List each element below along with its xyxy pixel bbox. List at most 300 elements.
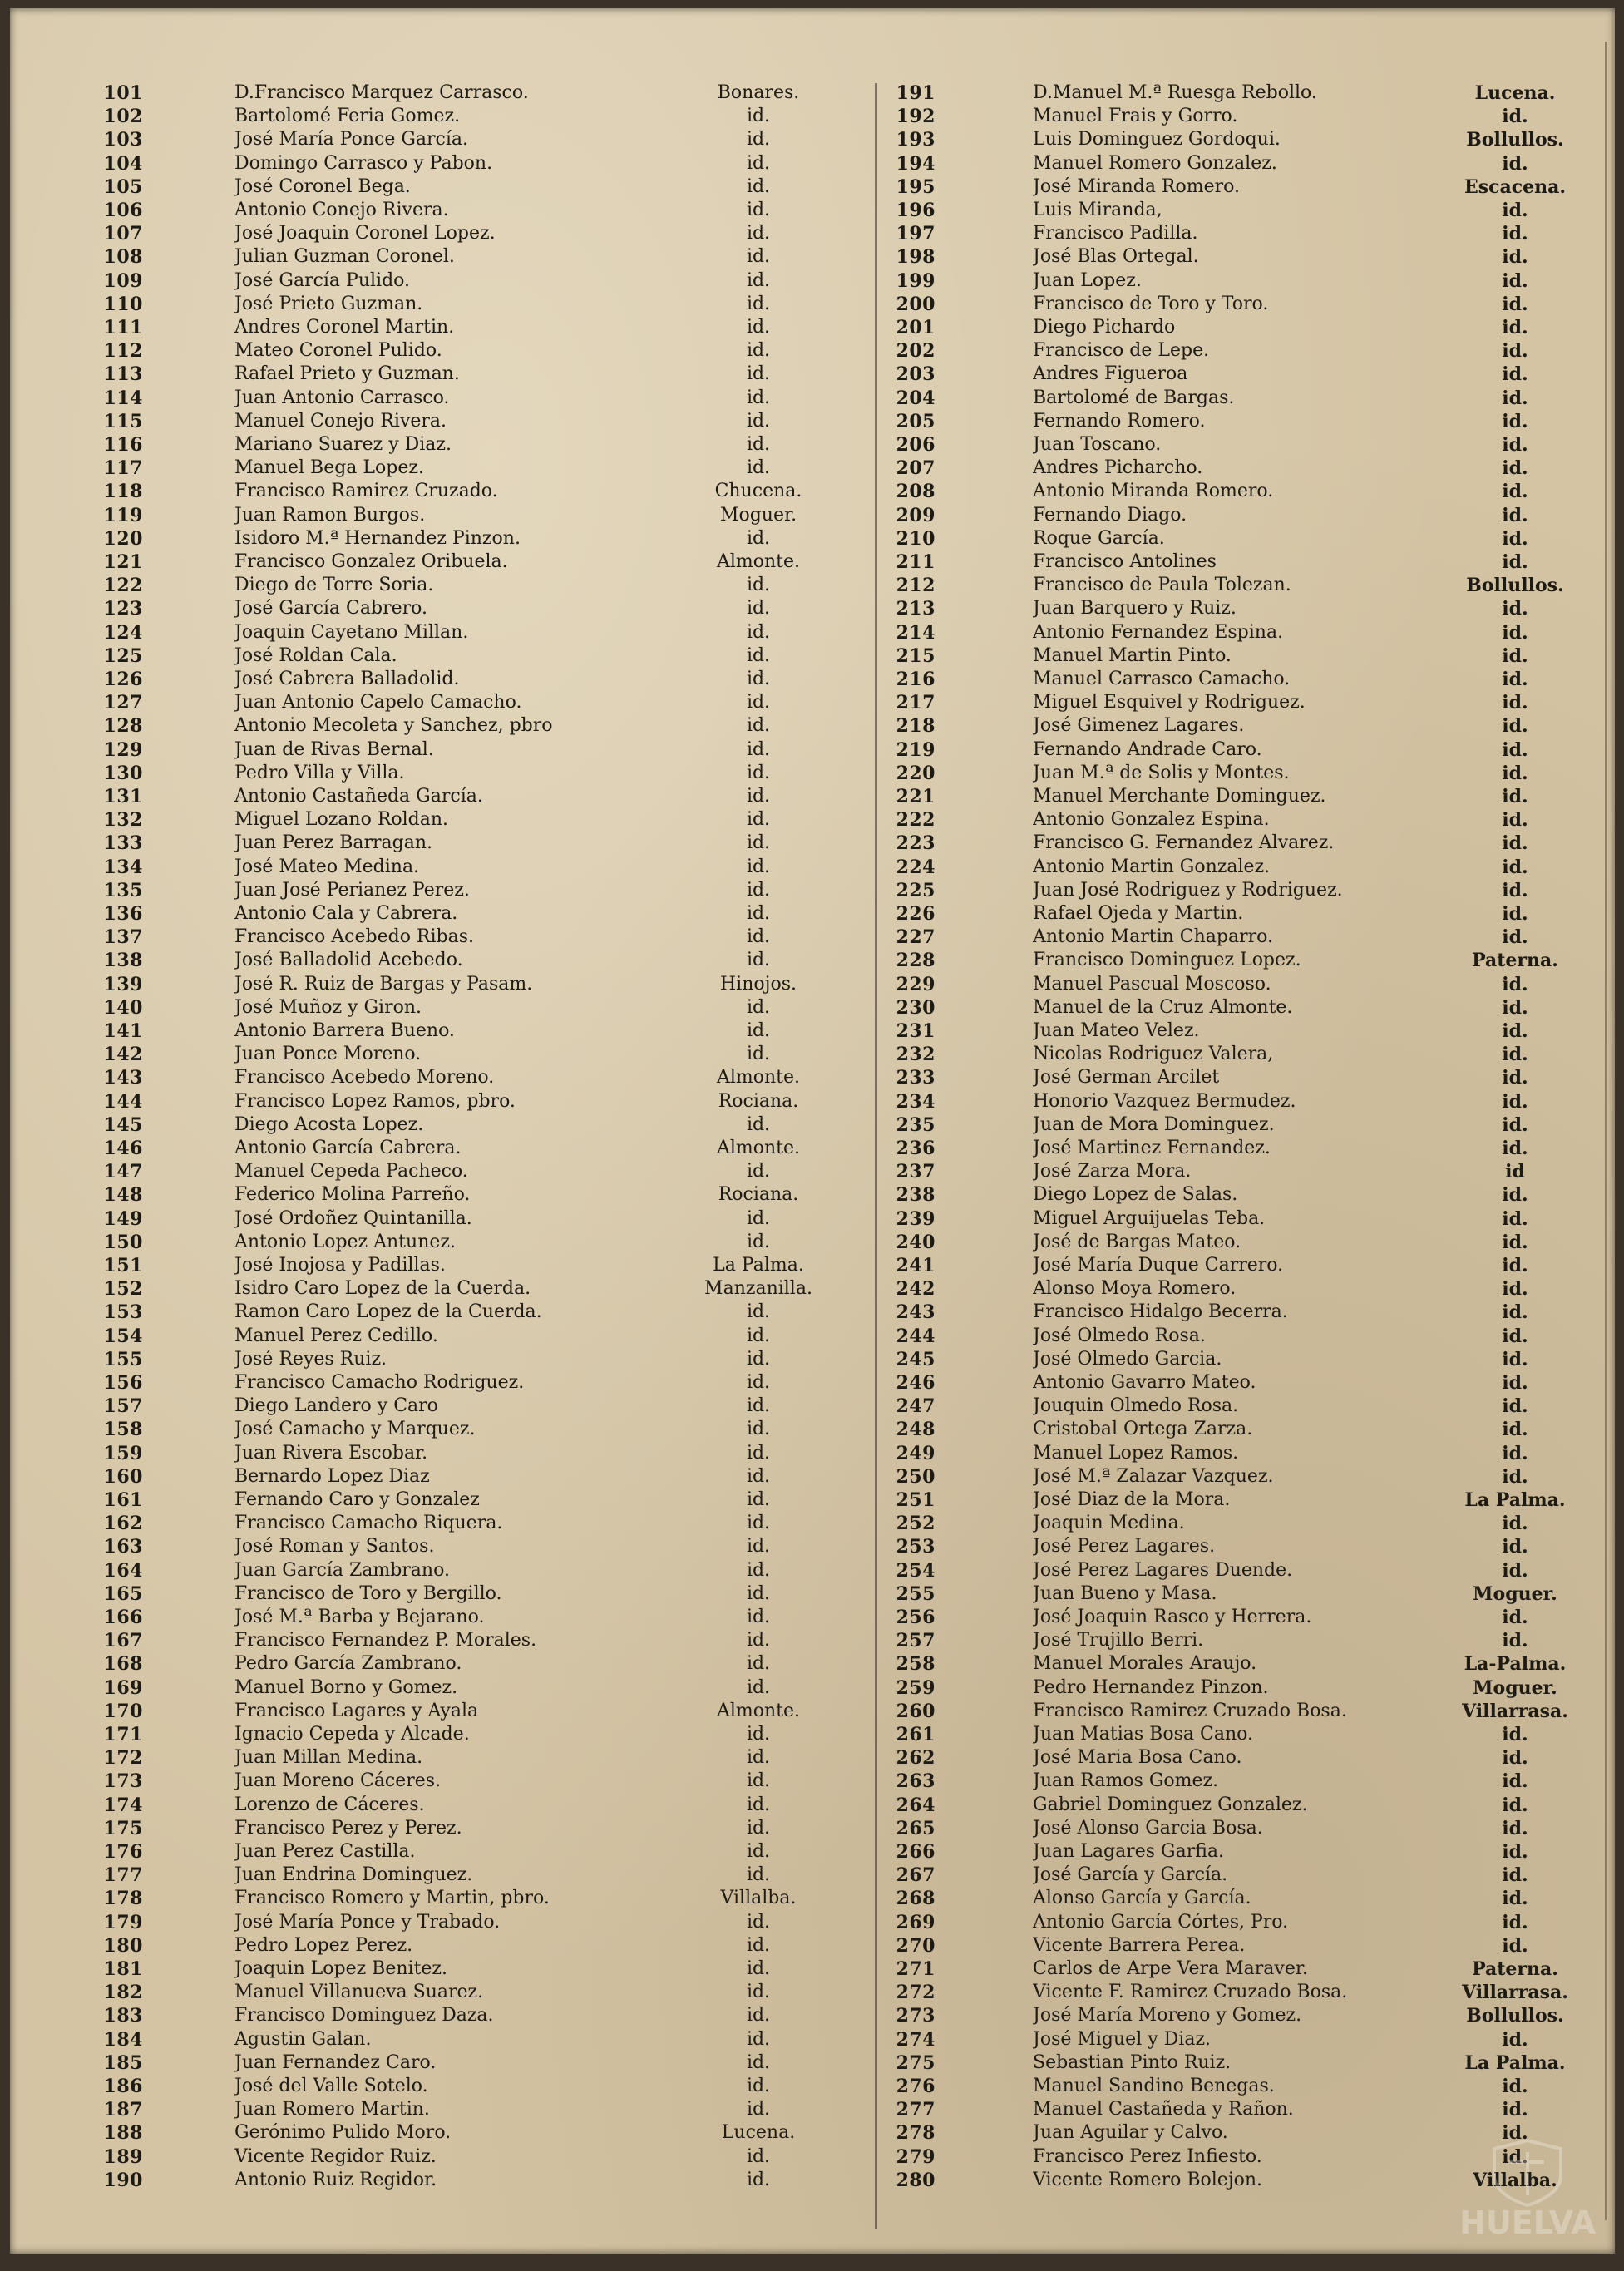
entry-number: 231 bbox=[896, 1020, 935, 1042]
entry-number: 137 bbox=[103, 926, 143, 949]
table-row bbox=[875, 1559, 1615, 1582]
person-name: Francisco Acebedo Ribas. bbox=[234, 926, 475, 948]
table-row bbox=[875, 879, 1615, 902]
entry-number: 212 bbox=[896, 575, 935, 597]
table-row bbox=[10, 902, 866, 926]
entry-number: 124 bbox=[103, 621, 143, 644]
person-name: Juan Antonio Capelo Camacho. bbox=[234, 692, 522, 713]
person-name: Francisco Acebedo Moreno. bbox=[234, 1067, 495, 1089]
person-name: Antonio Castañeda García. bbox=[234, 786, 483, 807]
table-row bbox=[10, 128, 866, 151]
entry-number: 208 bbox=[896, 481, 935, 503]
town-name: id. bbox=[746, 1559, 771, 1581]
table-row bbox=[875, 1231, 1615, 1254]
table-row bbox=[10, 621, 866, 644]
town-name: id. bbox=[1502, 832, 1528, 855]
entry-number: 105 bbox=[103, 175, 143, 198]
entry-number: 144 bbox=[103, 1090, 143, 1113]
town-name: id. bbox=[1502, 2028, 1528, 2051]
person-name: José María Ponce García. bbox=[234, 129, 469, 151]
table-row bbox=[875, 1418, 1615, 1441]
table-row bbox=[10, 2028, 866, 2051]
table-row bbox=[10, 339, 866, 363]
entry-number: 211 bbox=[896, 551, 935, 573]
table-row bbox=[10, 668, 866, 691]
table-row bbox=[875, 1137, 1615, 1160]
entry-number: 170 bbox=[103, 1700, 143, 1722]
person-name: Juan M.ª de Solis y Montes. bbox=[1033, 762, 1290, 783]
person-name: Antonio Lopez Antunez. bbox=[234, 1231, 456, 1252]
town-name: La Palma. bbox=[1464, 1489, 1566, 1511]
town-name: id. bbox=[746, 223, 771, 244]
person-name: José Gimenez Lagares. bbox=[1033, 715, 1245, 737]
town-name: id. bbox=[1502, 551, 1528, 573]
town-name: id. bbox=[746, 1044, 771, 1065]
town-name: id. bbox=[746, 598, 771, 620]
town-name: id. bbox=[746, 809, 771, 831]
table-row bbox=[10, 1512, 866, 1535]
person-name: Sebastian Pinto Ruiz. bbox=[1033, 2051, 1232, 2073]
person-name: Manuel Bega Lopez. bbox=[234, 457, 424, 479]
person-name: Antonio Ruiz Regidor. bbox=[234, 2169, 437, 2190]
table-row bbox=[875, 1746, 1615, 1770]
table-row bbox=[10, 973, 866, 996]
entry-number: 228 bbox=[896, 950, 935, 972]
entry-number: 247 bbox=[896, 1395, 935, 1418]
entry-number: 148 bbox=[103, 1184, 143, 1207]
table-row bbox=[875, 1817, 1615, 1840]
town-name: id. bbox=[746, 2028, 771, 2050]
town-name: id. bbox=[1502, 293, 1528, 315]
entry-number: 122 bbox=[103, 575, 143, 597]
person-name: José María Moreno y Gomez. bbox=[1033, 2005, 1302, 2027]
town-name: id. bbox=[746, 1207, 771, 1229]
person-name: Alonso Moya Romero. bbox=[1033, 1278, 1237, 1300]
person-name: Juan Mateo Velez. bbox=[1033, 1020, 1200, 1041]
table-row bbox=[875, 808, 1615, 832]
person-name: Bartolomé de Bargas. bbox=[1033, 387, 1235, 408]
town-name: id. bbox=[746, 2051, 771, 2073]
entry-number: 104 bbox=[103, 152, 143, 175]
table-row bbox=[10, 762, 866, 785]
town-name: id. bbox=[1502, 762, 1528, 784]
person-name: José Blas Ortegal. bbox=[1033, 246, 1199, 268]
town-name: Chucena. bbox=[714, 481, 802, 502]
person-name: José Joaquin Coronel Lopez. bbox=[234, 223, 496, 244]
table-row bbox=[875, 1254, 1615, 1277]
person-name: Juan Romero Martin. bbox=[234, 2099, 430, 2120]
person-name: Julian Guzman Coronel. bbox=[234, 246, 455, 268]
person-name: Francisco Perez y Perez. bbox=[234, 1817, 462, 1839]
person-name: Francisco Antolines bbox=[1033, 551, 1217, 572]
entry-number: 176 bbox=[103, 1841, 143, 1863]
table-row bbox=[10, 245, 866, 269]
person-name: Pedro García Zambrano. bbox=[234, 1653, 462, 1675]
town-name: Almonte. bbox=[716, 1700, 801, 1721]
table-row bbox=[875, 1911, 1615, 1934]
town-name: id. bbox=[746, 1536, 771, 1558]
table-row bbox=[10, 1981, 866, 2004]
entry-number: 235 bbox=[896, 1113, 935, 1136]
entry-number: 237 bbox=[896, 1161, 935, 1183]
table-row bbox=[875, 902, 1615, 926]
table-row bbox=[875, 222, 1615, 245]
town-name: id. bbox=[746, 1419, 771, 1440]
town-name: id. bbox=[746, 2099, 771, 2120]
town-name: id. bbox=[1502, 1067, 1528, 1089]
table-row bbox=[875, 199, 1615, 222]
person-name: Manuel Carrasco Camacho. bbox=[1033, 669, 1291, 689]
town-name: id. bbox=[1502, 106, 1528, 128]
entry-number: 267 bbox=[896, 1864, 935, 1887]
entry-number: 238 bbox=[896, 1184, 935, 1207]
table-row bbox=[875, 105, 1615, 128]
entry-number: 248 bbox=[896, 1419, 935, 1441]
person-name: Antonio Miranda Romero. bbox=[1033, 481, 1274, 502]
table-row bbox=[10, 1301, 866, 1324]
person-name: José Cabrera Balladolid. bbox=[234, 669, 460, 689]
table-row bbox=[10, 1817, 866, 1840]
town-name: id. bbox=[1502, 481, 1528, 503]
person-name: Juan Endrina Dominguez. bbox=[234, 1864, 473, 1886]
table-row bbox=[10, 2051, 866, 2075]
person-name: Juan Bueno y Masa. bbox=[1033, 1582, 1217, 1604]
entry-number: 229 bbox=[896, 973, 935, 995]
entry-number: 182 bbox=[103, 1982, 143, 2004]
person-name: Manuel Morales Araujo. bbox=[1033, 1653, 1257, 1675]
entry-number: 127 bbox=[103, 692, 143, 714]
town-name: id. bbox=[746, 1653, 771, 1675]
entry-number: 232 bbox=[896, 1044, 935, 1066]
town-name: id. bbox=[1502, 1864, 1528, 1887]
person-name: Rafael Ojeda y Martin. bbox=[1033, 903, 1244, 924]
entry-number: 203 bbox=[896, 363, 935, 386]
town-name: id. bbox=[746, 879, 771, 901]
person-name: José Perez Lagares. bbox=[1033, 1536, 1216, 1558]
town-name: id. bbox=[746, 1934, 771, 1956]
town-name: id. bbox=[746, 1958, 771, 1979]
town-name: id. bbox=[1502, 223, 1528, 245]
person-name: D.Francisco Marquez Carrasco. bbox=[234, 82, 529, 103]
town-name: id. bbox=[1502, 2122, 1528, 2145]
table-row bbox=[875, 1183, 1615, 1207]
person-name: José Balladolid Acebedo. bbox=[234, 950, 463, 971]
table-row bbox=[10, 387, 866, 410]
town-name: id. bbox=[1502, 1770, 1528, 1793]
town-name: Paterna. bbox=[1472, 1958, 1558, 1980]
town-name: id. bbox=[746, 621, 771, 643]
entry-number: 230 bbox=[896, 996, 935, 1019]
person-name: José Maria Bosa Cano. bbox=[1033, 1747, 1242, 1769]
table-row bbox=[10, 527, 866, 550]
person-name: José García Pulido. bbox=[234, 269, 411, 291]
entry-number: 276 bbox=[896, 2076, 935, 2097]
person-name: Antonio Mecoleta y Sanchez, pbro bbox=[234, 715, 553, 737]
entry-number: 128 bbox=[103, 715, 143, 738]
town-name: id. bbox=[746, 1513, 771, 1534]
table-row bbox=[10, 105, 866, 128]
table-row bbox=[875, 785, 1615, 808]
person-name: José Ordoñez Quintanilla. bbox=[234, 1207, 472, 1229]
town-name: id. bbox=[1502, 1607, 1528, 1628]
table-row bbox=[10, 597, 866, 620]
table-row bbox=[10, 2145, 866, 2169]
entry-number: 268 bbox=[896, 1888, 935, 1910]
person-name: Francisco Padilla. bbox=[1033, 223, 1198, 244]
person-name: José Prieto Guzman. bbox=[234, 293, 423, 314]
person-name: José M.ª Barba y Bejarano. bbox=[234, 1607, 485, 1627]
table-row bbox=[10, 1606, 866, 1629]
town-name: id. bbox=[746, 152, 771, 174]
person-name: José R. Ruiz de Bargas y Pasam. bbox=[234, 973, 533, 995]
person-name: Manuel Frais y Gorro. bbox=[1033, 106, 1238, 127]
town-name: Bollullos. bbox=[1466, 129, 1564, 151]
person-name: Francisco Romero y Martin, pbro. bbox=[234, 1888, 550, 1909]
person-name: José Diaz de la Mora. bbox=[1033, 1489, 1231, 1510]
table-row bbox=[10, 550, 866, 574]
entry-number: 217 bbox=[896, 692, 935, 714]
entry-number: 250 bbox=[896, 1465, 935, 1488]
town-name: id. bbox=[746, 950, 771, 971]
table-row bbox=[875, 293, 1615, 316]
entry-number: 277 bbox=[896, 2099, 935, 2121]
person-name: José Miranda Romero. bbox=[1033, 175, 1240, 197]
person-name: José García y García. bbox=[1033, 1864, 1228, 1886]
table-row bbox=[10, 1418, 866, 1441]
person-name: Juan de Rivas Bernal. bbox=[234, 738, 434, 760]
table-row bbox=[875, 1512, 1615, 1535]
table-row bbox=[875, 433, 1615, 457]
table-row bbox=[10, 1629, 866, 1652]
entry-number: 135 bbox=[103, 879, 143, 901]
entry-number: 261 bbox=[896, 1724, 935, 1745]
town-name: id. bbox=[746, 129, 771, 151]
entry-number: 118 bbox=[103, 481, 143, 503]
table-row bbox=[10, 363, 866, 386]
town-name: id. bbox=[746, 1020, 771, 1041]
table-row bbox=[875, 527, 1615, 550]
person-name: Diego Pichardo bbox=[1033, 317, 1176, 338]
person-name: Fernando Romero. bbox=[1033, 410, 1206, 432]
entry-number: 214 bbox=[896, 621, 935, 644]
table-row bbox=[10, 293, 866, 316]
town-name: id. bbox=[746, 1982, 771, 2003]
person-name: Juan de Mora Dominguez. bbox=[1033, 1113, 1275, 1135]
town-name: id. bbox=[746, 926, 771, 948]
town-name: id. bbox=[746, 1864, 771, 1886]
entry-number: 215 bbox=[896, 644, 935, 667]
person-name: Luis Miranda, bbox=[1033, 200, 1162, 220]
entry-number: 207 bbox=[896, 457, 935, 480]
entry-number: 179 bbox=[103, 1911, 143, 1933]
town-name: id. bbox=[746, 1582, 771, 1604]
entry-number: 152 bbox=[103, 1278, 143, 1301]
town-name: id. bbox=[746, 669, 771, 689]
town-name: id. bbox=[1502, 903, 1528, 925]
person-name: Fernando Diago. bbox=[1033, 504, 1187, 526]
table-row bbox=[875, 1887, 1615, 1910]
table-row bbox=[10, 152, 866, 175]
table-row bbox=[10, 949, 866, 972]
person-name: Manuel Conejo Rivera. bbox=[234, 410, 447, 432]
table-row bbox=[10, 1019, 866, 1043]
table-row bbox=[10, 222, 866, 245]
table-row bbox=[10, 269, 866, 293]
town-name: id. bbox=[1502, 387, 1528, 409]
person-name: Agustin Galan. bbox=[234, 2028, 372, 2050]
person-name: Francisco Hidalgo Becerra. bbox=[1033, 1301, 1288, 1323]
town-name: id. bbox=[1502, 1020, 1528, 1042]
person-name: Francisco Perez Infiesto. bbox=[1033, 2145, 1262, 2167]
table-row bbox=[10, 2169, 866, 2192]
table-row bbox=[875, 762, 1615, 785]
person-name: Juan Matias Bosa Cano. bbox=[1033, 1724, 1253, 1745]
town-name: id. bbox=[1502, 692, 1528, 714]
person-name: Manuel Romero Gonzalez. bbox=[1033, 152, 1277, 174]
town-name: id. bbox=[1502, 809, 1528, 832]
table-row bbox=[10, 504, 866, 527]
person-name: Manuel Pascual Moscoso. bbox=[1033, 973, 1271, 995]
table-row bbox=[10, 1277, 866, 1301]
person-name: Juan Aguilar y Calvo. bbox=[1033, 2122, 1228, 2144]
table-row bbox=[10, 1535, 866, 1558]
person-name: Francisco Fernandez P. Morales. bbox=[234, 1630, 537, 1651]
entry-number: 102 bbox=[103, 106, 143, 128]
town-name: id. bbox=[746, 1911, 771, 1933]
table-row bbox=[875, 1629, 1615, 1652]
table-row bbox=[875, 926, 1615, 949]
person-name: José del Valle Sotelo. bbox=[234, 2076, 428, 2096]
person-name: Antonio Fernandez Espina. bbox=[1033, 621, 1284, 643]
entry-number: 190 bbox=[103, 2169, 143, 2191]
town-name: id. bbox=[746, 246, 771, 268]
person-name: Diego Acosta Lopez. bbox=[234, 1113, 424, 1135]
town-name: id. bbox=[1502, 1841, 1528, 1863]
person-name: Juan Moreno Cáceres. bbox=[234, 1770, 442, 1792]
person-name: José Joaquin Rasco y Herrera. bbox=[1033, 1607, 1312, 1627]
town-name: id. bbox=[746, 903, 771, 924]
person-name: Andres Coronel Martin. bbox=[234, 317, 455, 338]
person-name: José Reyes Ruiz. bbox=[234, 1348, 387, 1370]
person-name: Juan Barquero y Ruiz. bbox=[1033, 598, 1237, 620]
person-name: Andres Figueroa bbox=[1033, 363, 1188, 385]
town-name: id. bbox=[746, 996, 771, 1018]
table-row bbox=[875, 1325, 1615, 1348]
town-name: id. bbox=[746, 175, 771, 197]
table-row bbox=[10, 1137, 866, 1160]
entry-number: 194 bbox=[896, 152, 935, 175]
table-row bbox=[10, 1700, 866, 1723]
town-name: id. bbox=[1502, 1817, 1528, 1839]
person-name: Mariano Suarez y Diaz. bbox=[234, 434, 452, 455]
person-name: Antonio Barrera Bueno. bbox=[234, 1020, 455, 1041]
person-name: José Mateo Medina. bbox=[234, 856, 420, 877]
table-row bbox=[875, 245, 1615, 269]
town-name: Bonares. bbox=[717, 82, 800, 103]
person-name: Juan Ponce Moreno. bbox=[234, 1044, 422, 1065]
entry-number: 197 bbox=[896, 223, 935, 245]
table-row bbox=[10, 1582, 866, 1606]
table-row bbox=[10, 81, 866, 105]
entry-number: 275 bbox=[896, 2051, 935, 2074]
table-row bbox=[875, 1582, 1615, 1606]
table-row bbox=[10, 1325, 866, 1348]
town-name: id. bbox=[746, 644, 771, 666]
table-row bbox=[875, 316, 1615, 339]
entry-number: 195 bbox=[896, 175, 935, 198]
entry-number: 241 bbox=[896, 1255, 935, 1276]
person-name: Federico Molina Parreño. bbox=[234, 1184, 471, 1206]
town-name: id. bbox=[1502, 1278, 1528, 1301]
person-name: Manuel Cepeda Pacheco. bbox=[234, 1161, 468, 1182]
town-name: Bollullos. bbox=[1466, 575, 1564, 597]
table-row bbox=[875, 996, 1615, 1019]
town-name: id. bbox=[746, 1231, 771, 1252]
person-name: Domingo Carrasco y Pabon. bbox=[234, 152, 493, 174]
entry-number: 223 bbox=[896, 832, 935, 855]
entry-number: 218 bbox=[896, 715, 935, 738]
entry-number: 168 bbox=[103, 1653, 143, 1676]
person-name: Juan Rivera Escobar. bbox=[234, 1442, 428, 1464]
entry-number: 157 bbox=[103, 1395, 143, 1418]
person-name: Rafael Prieto y Guzman. bbox=[234, 363, 460, 385]
entry-number: 169 bbox=[103, 1676, 143, 1699]
town-name: Villalba. bbox=[720, 1888, 797, 1909]
town-name: id. bbox=[1502, 1348, 1528, 1370]
town-name: Moguer. bbox=[1473, 1676, 1557, 1699]
entry-number: 273 bbox=[896, 2005, 935, 2027]
town-name: id. bbox=[1502, 879, 1528, 901]
table-row bbox=[875, 574, 1615, 597]
town-name: Manzanilla. bbox=[704, 1278, 812, 1300]
town-name: Rociana. bbox=[718, 1090, 799, 1112]
person-name: Manuel Borno y Gomez. bbox=[234, 1676, 458, 1698]
table-row bbox=[875, 81, 1615, 105]
table-row bbox=[875, 949, 1615, 972]
person-name: Fernando Andrade Caro. bbox=[1033, 738, 1262, 760]
person-name: Cristobal Ortega Zarza. bbox=[1033, 1419, 1253, 1440]
table-row bbox=[10, 1066, 866, 1089]
person-name: Antonio Martin Gonzalez. bbox=[1033, 856, 1271, 877]
person-name: José Roldan Cala. bbox=[234, 644, 397, 666]
town-name: id. bbox=[746, 1607, 771, 1627]
person-name: Honorio Vazquez Bermudez. bbox=[1033, 1090, 1296, 1112]
entry-number: 160 bbox=[103, 1465, 143, 1488]
table-row bbox=[10, 1465, 866, 1488]
table-row bbox=[10, 480, 866, 503]
person-name: Lorenzo de Cáceres. bbox=[234, 1794, 425, 1815]
town-name: Escacena. bbox=[1464, 175, 1567, 198]
entry-number: 173 bbox=[103, 1770, 143, 1793]
town-name: id. bbox=[746, 1630, 771, 1651]
town-name: id. bbox=[1502, 246, 1528, 269]
entry-number: 255 bbox=[896, 1582, 935, 1605]
entry-number: 191 bbox=[896, 82, 935, 104]
entry-number: 226 bbox=[896, 903, 935, 925]
town-name: id. bbox=[1502, 1419, 1528, 1441]
town-name: id. bbox=[746, 1442, 771, 1464]
person-name: José Coronel Bega. bbox=[234, 175, 411, 197]
entry-number: 141 bbox=[103, 1020, 143, 1042]
person-name: Francisco Dominguez Lopez. bbox=[1033, 950, 1301, 971]
table-row bbox=[10, 1652, 866, 1676]
town-name: id. bbox=[746, 340, 771, 362]
town-name: id. bbox=[746, 1817, 771, 1839]
table-row bbox=[875, 691, 1615, 714]
entry-number: 110 bbox=[103, 293, 143, 315]
town-name: id. bbox=[1502, 1630, 1528, 1652]
town-name: id. bbox=[746, 1465, 771, 1487]
